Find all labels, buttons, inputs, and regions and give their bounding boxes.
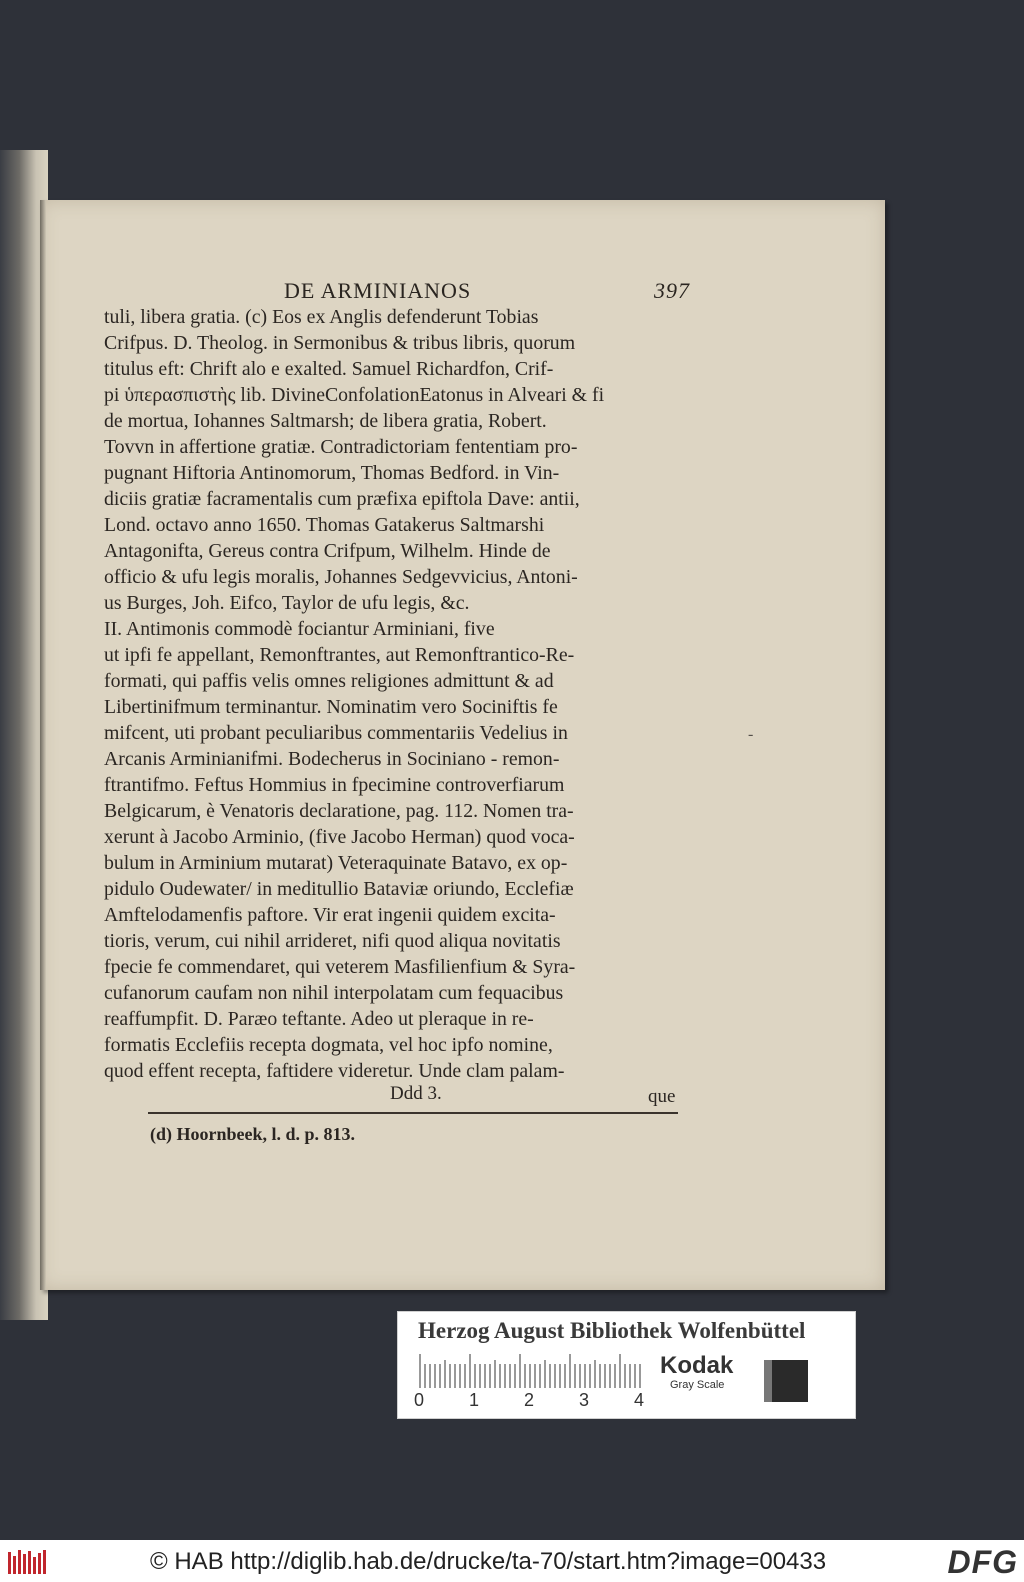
text-line: Libertinifmum terminantur. Nominatim vero Sociniftis fe: [104, 696, 558, 718]
text-line: cufanorum caufam non nihil interpolatam cum fequacibus: [104, 982, 564, 1004]
footer-bar: [0, 1540, 1024, 1582]
ruler-scale: [418, 1352, 642, 1390]
color-reference-card: [397, 1311, 856, 1419]
ruler-number: 2: [524, 1390, 535, 1410]
dfg-logo: DFG: [947, 1544, 1018, 1580]
text-line: ftrantifmo. Feftus Hommius in fpecimine controverfiarum: [104, 774, 565, 796]
text-line: de mortua, Iohannes Saltmarsh; de libera gratia, Robert.: [104, 410, 547, 432]
kodak-brand: Kodak: [660, 1352, 734, 1379]
ruler-numbers: [414, 1390, 664, 1412]
text-line: titulus eft: Chrift alo e exalted. Samuel Richardfon, Crif-: [104, 358, 554, 380]
text-line: tioris, verum, cui nihil arrideret, nifi quod aliqua novitatis: [104, 930, 561, 952]
text-line: pidulo Oudewater/ in meditullio Bataviæ oriundo, Ecclefiæ: [104, 878, 574, 900]
text-line: fpecie fe commendaret, qui veterem Masfilienfium & Syra-: [104, 956, 576, 978]
text-line: Crifpus. D. Theolog. in Sermonibus & tribus libris, quorum: [104, 332, 576, 354]
text-line: xerunt à Jacobo Arminio, (five Jacobo Herman) quod voca-: [104, 826, 575, 848]
text-line: diciis gratiæ facramentalis cum præfixa epiftola Dave: antii,: [104, 488, 580, 510]
ruler-number: 3: [579, 1390, 590, 1410]
text-line: pi ὑπερασπιστὴς lib. DivineConfolationEatonus in Alveari & fi: [104, 384, 605, 406]
text-line: Arcanis Arminianifmi. Bodecherus in Sociniano - remon-: [104, 748, 560, 770]
text-line: quod effent recepta, faftidere videretur. Unde clam palam-: [104, 1060, 565, 1082]
text-line: formatis Ecclefiis recepta dogmata, vel hoc ipfo nomine,: [104, 1034, 553, 1056]
text-line: officio & ufu legis moralis, Johannes Sedgevvicius, Antoni-: [104, 566, 578, 588]
body-text: [104, 304, 694, 1084]
text-line: Tovvn in affertione gratiæ. Contradictoriam fententiam pro-: [104, 436, 578, 458]
footnote: (d) Hoornbeek, l. d. p. 813.: [150, 1124, 356, 1144]
ruler-number: 4: [634, 1390, 645, 1410]
footnote-rule: [148, 1112, 678, 1114]
signature-mark: Ddd 3.: [390, 1083, 442, 1104]
gray-scale-label: Gray Scale: [670, 1379, 725, 1391]
text-line: reaffumpfit. D. Paræo teftante. Adeo ut pleraque in re-: [104, 1008, 534, 1030]
text-line: formati, qui paffis velis omnes religiones admittunt & ad: [104, 670, 554, 692]
ruler-number: 0: [414, 1390, 425, 1410]
margin-mark: -: [748, 726, 754, 743]
gray-patch: [764, 1360, 808, 1402]
text-line: Lond. octavo anno 1650. Thomas Gatakerus Saltmarshi: [104, 514, 545, 536]
text-line: II. Antimonis commodè fociantur Arminiani, five: [104, 618, 495, 640]
text-line: tuli, libera gratia. (c) Eos ex Anglis defenderunt Tobias: [104, 306, 539, 328]
text-line: us Burges, Joh. Eifco, Taylor de ufu legis, &c.: [104, 592, 470, 614]
text-line: Amftelodamenfis paftore. Vir erat ingenii quidem excita-: [104, 904, 556, 926]
text-line: Belgicarum, è Venatoris declaratione, pag. 112. Nomen tra-: [104, 800, 574, 822]
text-line: ut ipfi fe appellant, Remonftrantes, aut Remonftrantico-Re-: [104, 644, 575, 666]
running-head: DE ARMINIANOS: [284, 278, 472, 303]
copyright-link[interactable]: © HAB http://diglib.hab.de/drucke/ta-70/start.htm?image=00433: [150, 1548, 827, 1575]
ruler-number: 1: [469, 1390, 480, 1410]
text-line: bulum in Arminium mutarat) Veteraquinate Batavo, ex op-: [104, 852, 568, 874]
page-number: 397: [654, 278, 690, 303]
hab-logo-icon: [6, 1548, 48, 1576]
text-line: mifcent, uti probant peculiaribus commentariis Vedelius in: [104, 722, 568, 744]
text-line: pugnant Hiftoria Antinomorum, Thomas Bedford. in Vin-: [104, 462, 560, 484]
page-gutter: [40, 200, 46, 1290]
library-name: Herzog August Bibliothek Wolfenbüttel: [418, 1318, 806, 1343]
catchword: que: [648, 1086, 676, 1107]
text-line: Antagonifta, Gereus contra Crifpum, Wilhelm. Hinde de: [104, 540, 551, 562]
